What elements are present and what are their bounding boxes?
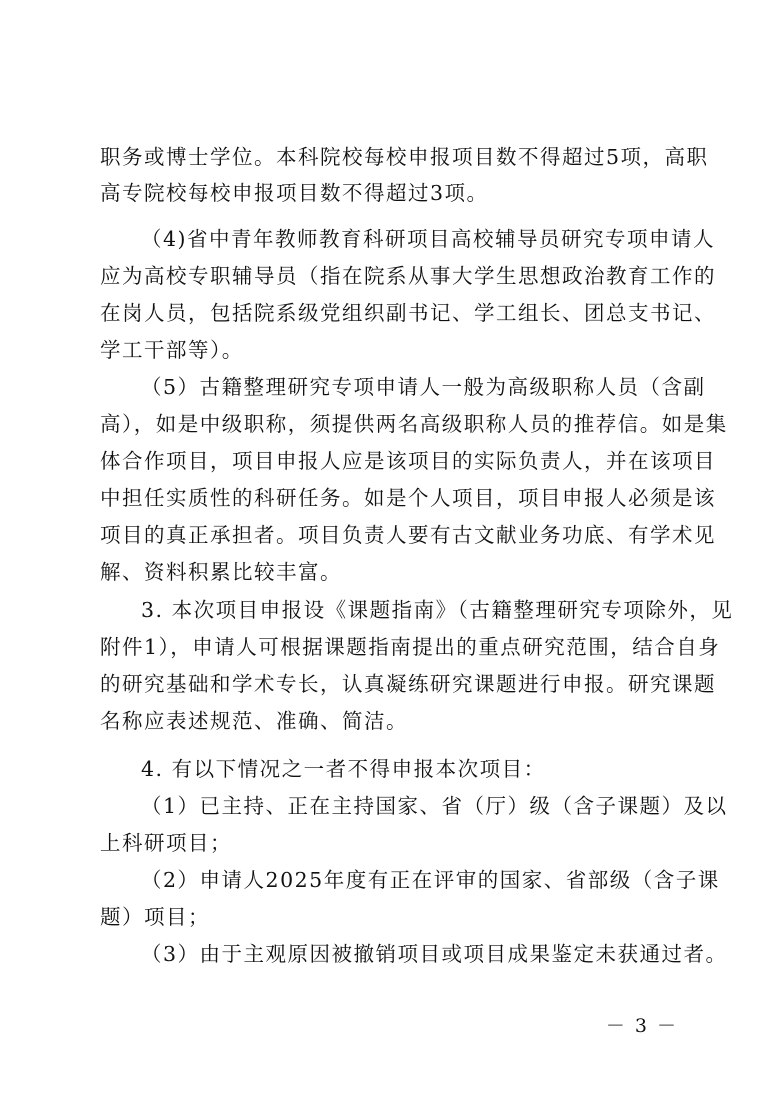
text-line-10: 中担任实质性的科研任务。如是个人项目，项目申报人必须是该 — [100, 486, 716, 510]
text-line-5: 在岗人员，包括院系级党组织副书记、学工组长、团总支书记、 — [100, 301, 716, 325]
page-number: － 3 － — [605, 1015, 678, 1037]
text-line-22: （3）由于主观原因被撤销项目或项目成果鉴定未获通过者。 — [141, 942, 728, 966]
text-line-19: 上科研项目； — [100, 831, 232, 855]
text-line-8: 高），如是中级职称，须提供两名高级职称人员的推荐信。如是集 — [100, 412, 728, 436]
text-line-15: 的研究基础和学术专长，认真凝练研究课题进行申报。研究课题 — [100, 672, 716, 696]
text-line-16: 名称应表述规范、准确、简洁。 — [100, 709, 408, 733]
text-line-9: 体合作项目，项目申报人应是该项目的实际负责人，并在该项目 — [100, 449, 716, 473]
text-line-14: 附件1），申请人可根据课题指南提出的重点研究范围，结合自身 — [100, 635, 721, 659]
text-line-20: （2）申请人2025年度有正在评审的国家、省部级（含子课 — [141, 868, 720, 892]
text-line-12: 解、资料积累比较丰富。 — [100, 560, 342, 584]
text-line-3: （4)省中青年教师教育科研项目高校辅导员研究专项申请人 — [141, 227, 716, 251]
text-line-7: （5）古籍整理研究专项申请人一般为高级职称人员（含副 — [141, 375, 706, 399]
text-line-13: 3. 本次项目申报设《课题指南》（古籍整理研究专项除外，见 — [141, 598, 734, 622]
text-line-21: 题）项目； — [100, 905, 210, 929]
text-line-11: 项目的真正承担者。项目负责人要有古文献业务功底、有学术见 — [100, 523, 716, 547]
text-line-4: 应为高校专职辅导员（指在院系从事大学生思想政治教育工作的 — [100, 264, 716, 288]
text-line-18: （1）已主持、正在主持国家、省（厅）级（含子课题）及以 — [141, 794, 728, 818]
text-line-1: 职务或博士学位。本科院校每校申报项目数不得超过5项，高职 — [100, 145, 709, 169]
text-line-17: 4. 有以下情况之一者不得申报本次项目： — [141, 757, 546, 781]
text-line-2: 高专院校每校申报项目数不得超过3项。 — [100, 181, 489, 205]
text-line-6: 学工干部等）。 — [100, 338, 244, 362]
